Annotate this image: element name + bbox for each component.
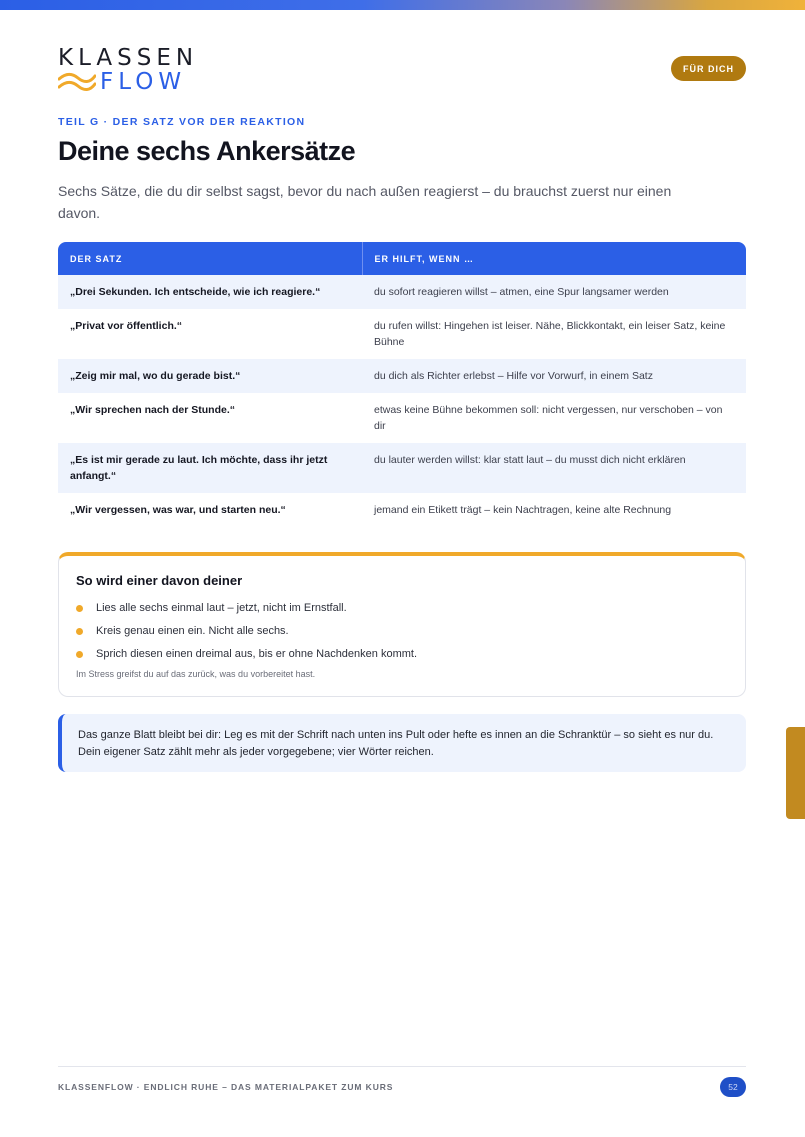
sentence-cell: „Es ist mir gerade zu laut. Ich möchte, dass ihr jetzt anfangt.“ bbox=[58, 443, 362, 493]
page-number: 52 bbox=[720, 1077, 746, 1097]
list-item-text: Kreis genau einen ein. Nicht alle sechs. bbox=[96, 625, 289, 637]
footer-divider bbox=[58, 1066, 746, 1067]
sentence-cell: „Wir sprechen nach der Stunde.“ bbox=[70, 404, 236, 416]
help-cell: du rufen willst: Hingehen ist leiser. Nähe, Blickkontakt, ein leiser Satz, keine Bühne bbox=[374, 320, 726, 348]
list-item-text: Sprich diesen einen dreimal aus, bis er ohne Nachdenken kommt. bbox=[96, 648, 418, 660]
table-row bbox=[58, 275, 746, 309]
tip-box bbox=[58, 552, 746, 697]
footer-text: KLASSENFLOW · ENDLICH RUHE – DAS MATERIALPAKET ZUM KURS bbox=[58, 1082, 394, 1092]
tip-list bbox=[76, 597, 417, 666]
table-row bbox=[58, 359, 746, 393]
sentence-cell: „Zeig mir mal, wo du gerade bist.“ bbox=[58, 359, 362, 393]
help-cell: du lauter werden willst: klar statt laut – du musst dich nicht erklären bbox=[362, 443, 746, 493]
bullet-dot-icon bbox=[76, 651, 83, 658]
help-cell: du dich als Richter erlebst – Hilfe vor Vorwurf, in einem Satz bbox=[362, 359, 746, 393]
sentence-cell: „Drei Sekunden. Ich entscheide, wie ich reagiere.“ bbox=[58, 275, 362, 309]
side-tab-marker bbox=[786, 727, 805, 819]
list-item bbox=[76, 643, 417, 666]
table-row bbox=[58, 443, 746, 493]
column-header-sentence: DER SATZ bbox=[58, 242, 362, 275]
logo-top-text: KLASSEN bbox=[58, 45, 199, 71]
bullet-dot-icon bbox=[76, 628, 83, 635]
sentence-cell: „Privat vor öffentlich.“ bbox=[70, 320, 183, 332]
table-row bbox=[58, 393, 746, 443]
audience-badge: FÜR DICH bbox=[671, 56, 746, 81]
list-item bbox=[76, 620, 417, 643]
tip-box-note: Im Stress greifst du auf das zurück, was du vorbereitet hast. bbox=[76, 669, 316, 679]
sentence-cell: „Wir vergessen, was war, und starten neu.“ bbox=[70, 504, 286, 516]
column-header-helps-when: ER HILFT, WENN … bbox=[362, 242, 746, 275]
logo bbox=[58, 46, 198, 94]
table-row bbox=[58, 309, 746, 359]
wave-icon bbox=[58, 71, 96, 93]
top-gradient-bar bbox=[0, 0, 805, 10]
section-kicker: TEIL G · DER SATZ VOR DER REAKTION bbox=[58, 116, 306, 128]
tip-box-title: So wird einer davon deiner bbox=[76, 573, 243, 588]
help-cell: du sofort reagieren willst – atmen, eine Spur langsamer werden bbox=[362, 275, 746, 309]
help-cell: etwas keine Bühne bekommen soll: nicht vergessen, nur verschoben – von dir bbox=[374, 404, 723, 432]
logo-bottom-text: FLOW bbox=[100, 69, 187, 95]
list-item bbox=[76, 597, 417, 620]
list-item-text: Lies alle sechs einmal laut – jetzt, nicht im Ernstfall. bbox=[96, 602, 347, 614]
page-title: Deine sechs Ankersätze bbox=[58, 136, 356, 166]
page-subtitle: Sechs Sätze, die du dir selbst sagst, bevor du nach außen reagierst – du brauchst zuerst nur einen davon. bbox=[58, 183, 672, 221]
bullet-dot-icon bbox=[76, 605, 83, 612]
info-callout: Das ganze Blatt bleibt bei dir: Leg es mit der Schrift nach unten ins Pult oder hefte es innen an die Schranktür – so sieht es nur du. Dein eigener Satz zählt mehr als jeder vorgegebene; vier Wörter reichen. bbox=[58, 714, 746, 772]
table-row bbox=[58, 493, 746, 527]
help-cell: jemand ein Etikett trägt – kein Nachtragen, keine alte Rechnung bbox=[374, 504, 672, 516]
anchor-sentences-table bbox=[58, 242, 746, 527]
